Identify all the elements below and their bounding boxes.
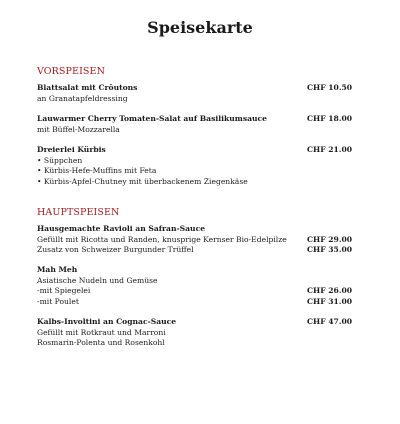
item-description: Gefüllt mit Ricotta und Randen, knusprige Kernser Bio-Edelpilze	[37, 234, 287, 244]
menu-item	[37, 317, 357, 349]
section-heading-starters: VORSPEISEN	[37, 66, 105, 77]
menu-item	[37, 114, 357, 135]
section-heading-mains: HAUPTSPEISEN	[37, 207, 120, 218]
item-name: Hausgemachte Ravioli an Safran-Sauce	[37, 224, 206, 233]
item-name: Mah Meh	[37, 265, 78, 274]
item-price: CHF 47.00	[307, 317, 353, 326]
item-description: Gefüllt mit Rotkraut und Marroni	[37, 327, 166, 337]
item-name: Lauwarmer Cherry Tomaten-Salat auf Basilikumsauce	[37, 114, 267, 123]
item-price: CHF 26.00	[307, 286, 353, 295]
item-name: Dreierlei Kürbis	[37, 145, 106, 154]
item-description: Rosmarin-Polenta und Rosenkohl	[37, 338, 165, 347]
item-price: CHF 35.00	[307, 245, 353, 254]
item-price: CHF 18.00	[307, 114, 353, 123]
item-description: • Kürbis-Apfel-Chutney mit überbackenem Ziegenkäse	[37, 176, 248, 186]
item-description: • Kürbis-Hefe-Muffins mit Feta	[37, 166, 157, 175]
menu-item	[37, 265, 357, 307]
menu-item	[37, 224, 357, 256]
item-price: CHF 31.00	[307, 296, 353, 306]
menu-title: Speisekarte	[147, 18, 253, 37]
menu-item	[37, 83, 357, 104]
item-description: -mit Poulet	[37, 296, 79, 306]
item-name: Kalbs-Involtini an Cognac-Sauce	[37, 317, 177, 326]
item-description: -mit Spiegelei	[37, 286, 91, 295]
item-name: Blattsalat mit Crôutons	[37, 83, 138, 92]
item-description: • Süppchen	[37, 155, 83, 165]
item-description: Zusatz von Schweizer Burgunder Trüffel	[37, 245, 194, 254]
item-price: CHF 29.00	[307, 234, 353, 244]
item-price: CHF 21.00	[307, 145, 353, 154]
item-description: Asiatische Nudeln und Gemüse	[37, 275, 158, 285]
item-description: an Granatapfeldressing	[37, 93, 128, 103]
item-description: mit Büffel-Mozzarella	[37, 124, 120, 134]
menu-item	[37, 145, 357, 187]
item-price: CHF 10.50	[307, 83, 353, 92]
